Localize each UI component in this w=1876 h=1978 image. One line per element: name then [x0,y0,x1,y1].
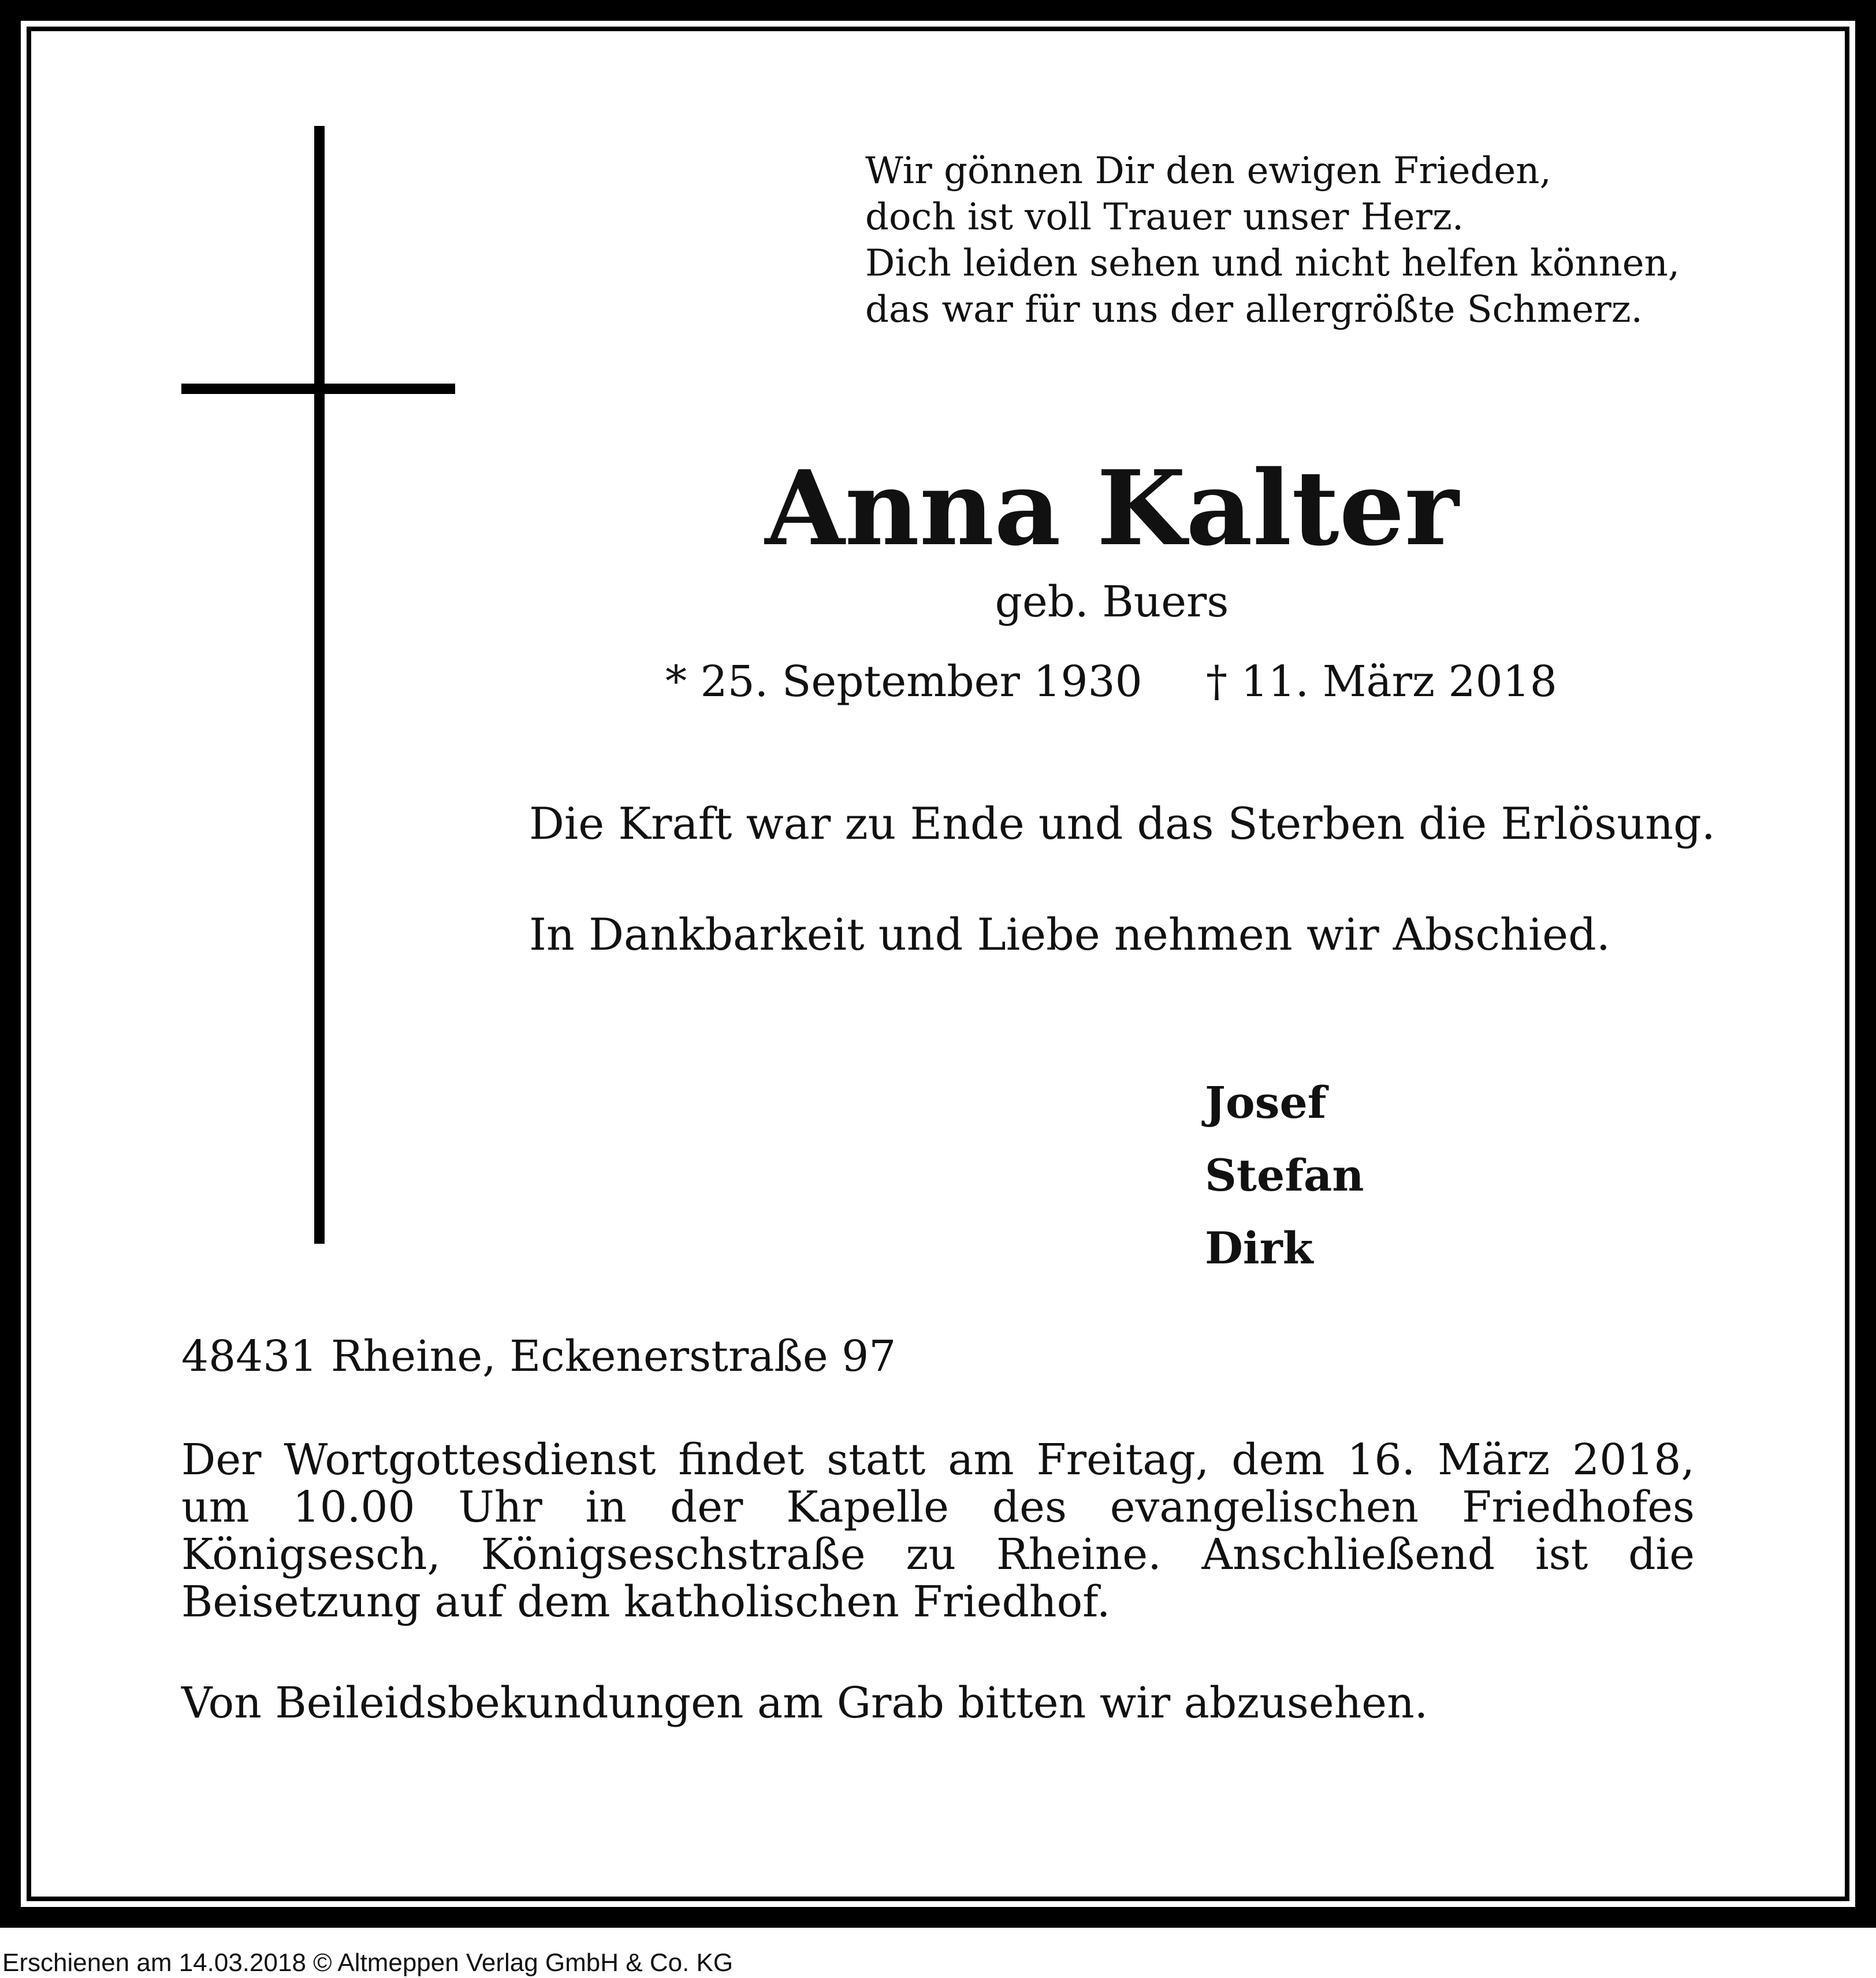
poem-line: Wir gönnen Dir den ewigen Frieden, [865,150,1551,192]
signatories-list [1205,1066,1364,1285]
cross-horizontal-bar [181,384,455,394]
death-date: † 11. März 2018 [1206,657,1557,707]
poem-line: doch ist voll Trauer unser Herz. [865,196,1464,239]
condolence-note: Von Beileidsbekundungen am Grab bitten wir abzusehen. [181,1678,1428,1728]
memorial-poem [865,148,1743,333]
signatory-name: Dirk [1205,1222,1313,1274]
poem-line: das war für uns der allergrößte Schmerz. [865,288,1643,331]
signatory-name: Josef [1205,1077,1327,1128]
deceased-name: Anna Kalter [765,448,1459,568]
poem-line: Dich leiden sehen und nicht helfen können, [865,242,1680,285]
cross-vertical-bar [314,126,325,1244]
family-address: 48431 Rheine, Eckenerstraße 97 [181,1332,896,1381]
service-details: Der Wortgottesdienst findet statt am Freitag, dem 16. März 2018, um 10.00 Uhr in der Kapelle des evangelischen Friedhofes Königsesch, Königseschstraße zu Rheine. Anschließend ist die Beisetzung auf dem katholischen Friedhof. [181,1435,1695,1627]
farewell-statement: Die Kraft war zu Ende und das Sterben die Erlösung. [529,798,1715,849]
farewell-statement: In Dankbarkeit und Liebe nehmen wir Abschied. [529,909,1610,960]
maiden-name: geb. Buers [995,577,1229,627]
signatory-name: Stefan [1205,1150,1364,1201]
publication-footer: Erschienen am 14.03.2018 © Altmeppen Verlag GmbH & Co. KG [2,1949,734,1977]
birth-date: * 25. September 1930 [665,657,1142,707]
